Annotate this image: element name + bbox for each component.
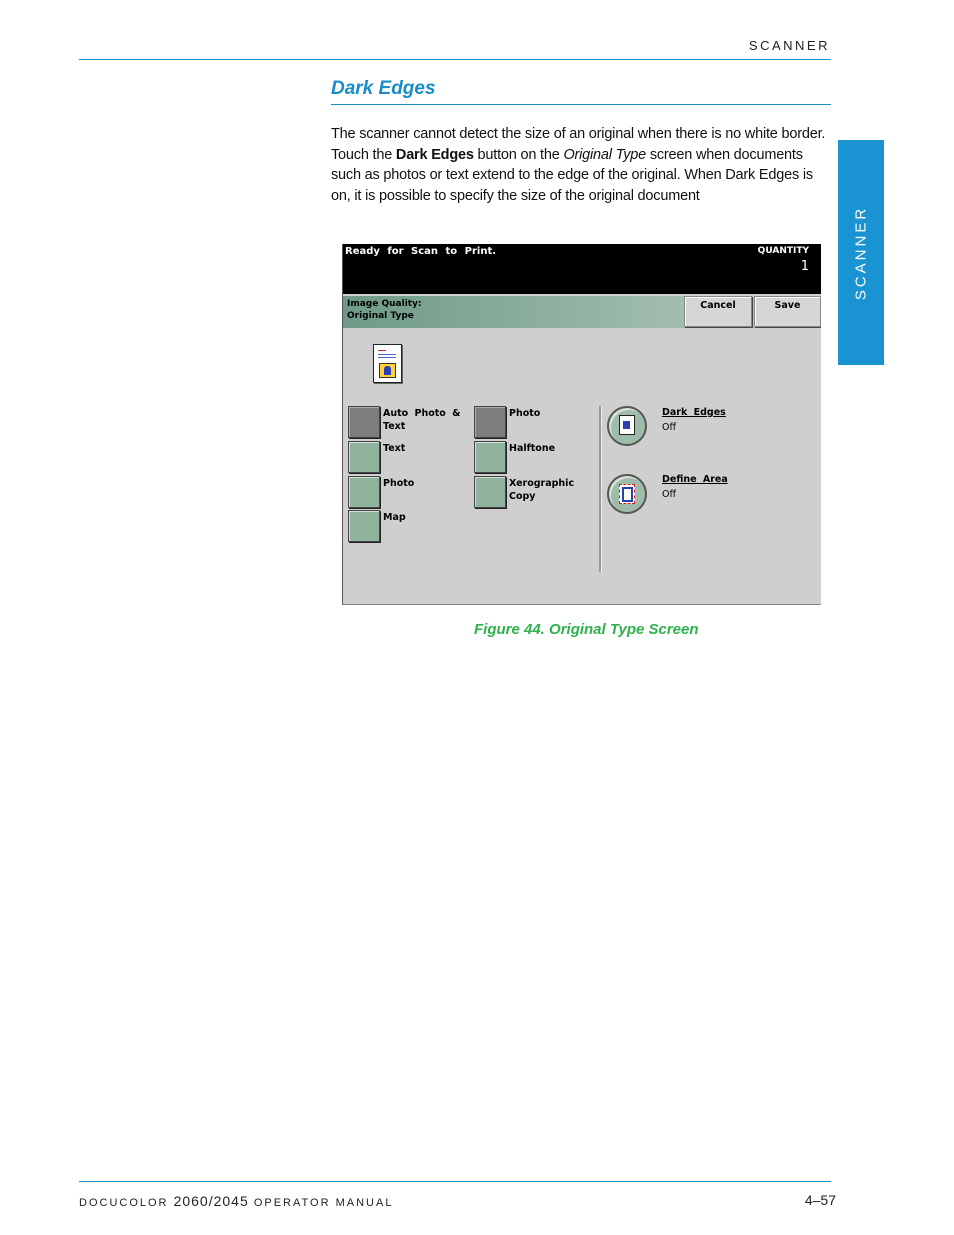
dark-edges-button[interactable] (607, 406, 647, 446)
dark-edges-status (662, 405, 726, 435)
body-paragraph (331, 124, 831, 206)
dark-edges-icon-figure (623, 421, 630, 429)
define-area-label: Define Area (662, 474, 728, 485)
page-number: 4–57 (804, 1192, 836, 1208)
doc-line (378, 354, 396, 355)
map-label: Map (383, 512, 406, 523)
status-message: Ready for Scan to Print. (345, 246, 497, 257)
auto-photo-text-button[interactable] (348, 406, 380, 438)
screen-title-line2: Original Type (347, 311, 414, 321)
panel-divider (599, 406, 602, 572)
define-area-icon (619, 484, 635, 504)
doc-line (378, 357, 396, 358)
doc-line-red (378, 350, 386, 351)
side-tab (838, 140, 884, 365)
photo-button[interactable] (348, 476, 380, 508)
define-area-status (662, 472, 728, 502)
side-tab-label: SCANNER (852, 205, 870, 300)
body-italic: Original Type (563, 146, 646, 163)
screen-title-line1: Image Quality: (347, 299, 422, 309)
auto-photo-text-label: Auto Photo & Text (383, 408, 461, 432)
running-header: SCANNER (748, 38, 830, 53)
footer-title (79, 1193, 393, 1209)
section-title: Dark Edges (331, 78, 436, 99)
define-area-icon-frame (622, 487, 633, 502)
header-rule (79, 59, 831, 60)
quantity-value: 1 (800, 259, 809, 274)
doc-picture (379, 363, 396, 378)
define-area-value: Off (662, 489, 677, 500)
halftone-button[interactable] (474, 441, 506, 473)
halftone-label: Halftone (509, 443, 556, 454)
footer-manual: OPERATOR MANUAL (253, 1197, 394, 1209)
define-area-button[interactable] (607, 474, 647, 514)
photo-label: Photo (383, 478, 415, 489)
photo-type-button[interactable] (474, 406, 506, 438)
section-rule (331, 104, 831, 105)
body-bold: Dark Edges (395, 146, 474, 163)
dark-edges-label: Dark Edges (662, 407, 726, 418)
save-button[interactable]: Save (754, 296, 821, 327)
xerographic-copy-label: Xerographic Copy (509, 478, 575, 502)
xerographic-copy-button[interactable] (474, 476, 506, 508)
cancel-button[interactable]: Cancel (684, 296, 752, 327)
text-button[interactable] (348, 441, 380, 473)
document-icon (373, 344, 402, 383)
screen-title (347, 298, 422, 322)
status-bar (343, 244, 821, 294)
footer-brand: DOCUCOLOR (79, 1197, 169, 1209)
doc-figure (384, 366, 391, 375)
footer-model: 2060/2045 (173, 1193, 249, 1209)
photo-type-label: Photo (509, 408, 541, 419)
quantity-label: QUANTITY (757, 246, 809, 256)
map-button[interactable] (348, 510, 380, 542)
original-type-screen (342, 244, 821, 605)
dark-edges-icon (619, 415, 635, 435)
body-text-1: The scanner cannot detect the size of an original when there is no white border. Touch the (331, 126, 826, 163)
text-label: Text (383, 443, 406, 454)
dark-edges-value: Off (662, 422, 677, 433)
body-text-2: button on the (473, 146, 564, 163)
figure-caption: Figure 44. Original Type Screen (474, 621, 699, 638)
body-text-3: screen when documents such as photos or text extend to the edge of the original. When Dark Edges is on, it is possible to specify the size of the original document (331, 146, 813, 204)
footer-rule (79, 1181, 831, 1182)
title-bar (343, 296, 821, 328)
